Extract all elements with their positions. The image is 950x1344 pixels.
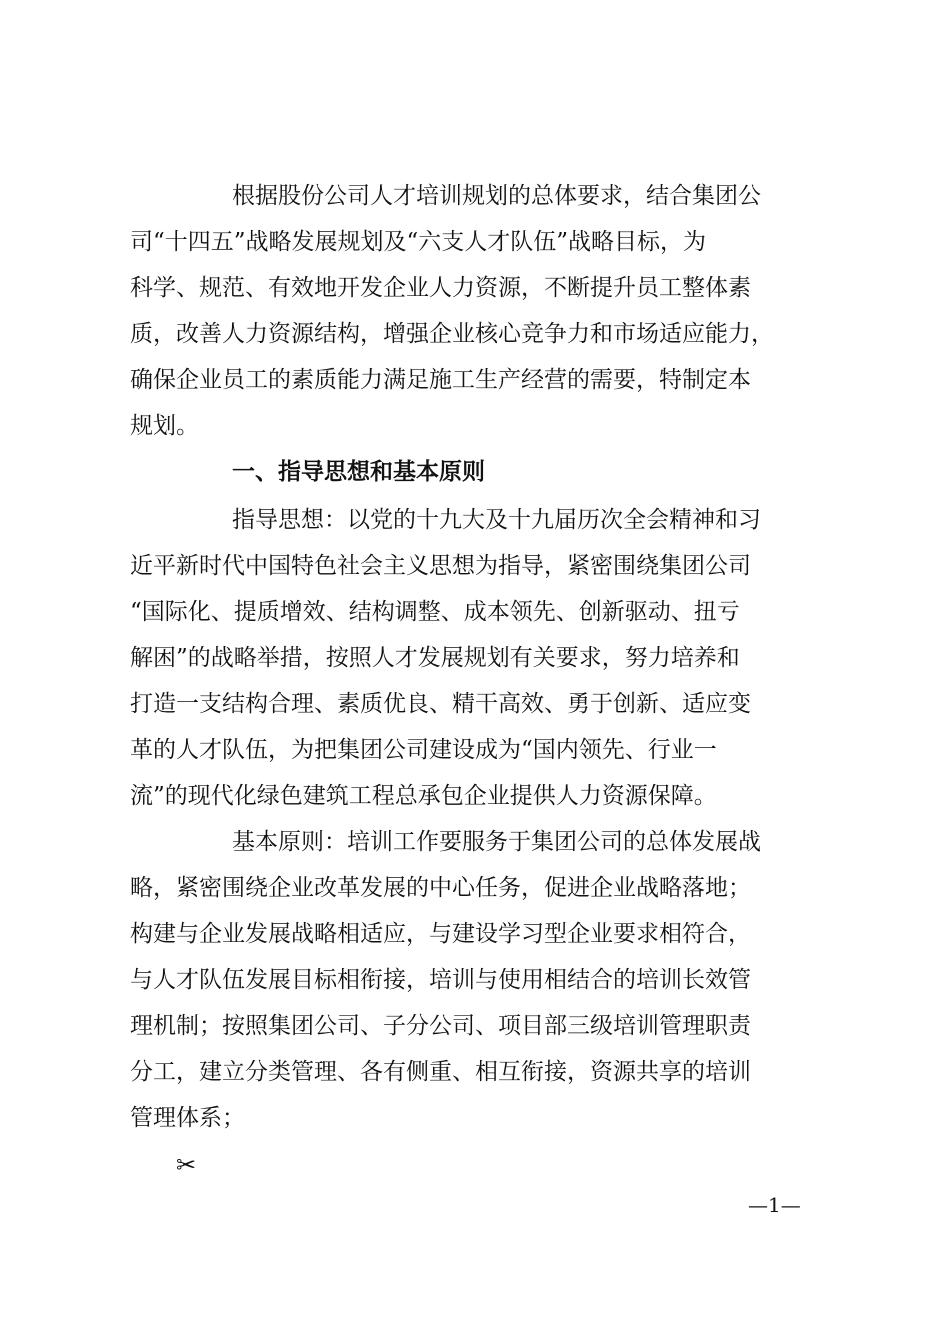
paragraph-3-line-5: 理机制；按照集团公司、子分公司、项目部三级培训管理职责 (130, 1013, 751, 1039)
section-heading: 一、指导思想和基本原则 (232, 459, 485, 485)
paragraph-1-line-6: 规划。 (130, 413, 199, 439)
paragraph-3-line-7: 管理体系； (130, 1105, 245, 1131)
paragraph-2-line-3: “国际化、提质增效、结构调整、成本领先、创新驱动、扭亏 (130, 599, 740, 625)
paragraph-1-line-5: 确保企业员工的素质能力满足施工生产经营的需要，特制定本 (130, 367, 751, 393)
page-number: —1— (748, 1193, 801, 1217)
paragraph-3-line-2: 略，紧密围绕企业改革发展的中心任务，促进企业战略落地； (130, 875, 751, 901)
paragraph-2-line-7: 流”的现代化绿色建筑工程总承包企业提供人力资源保障。 (130, 783, 717, 809)
paragraph-3-line-1: 基本原则：培训工作要服务于集团公司的总体发展战 (232, 829, 761, 855)
paragraph-2-line-6: 革的人才队伍，为把集团公司建设成为“国内领先、行业一 (130, 737, 717, 763)
scissors-icon: ✂ (176, 1151, 197, 1179)
paragraph-1-line-3: 科学、规范、有效地开发企业人力资源，不断提升员工整体素 (130, 275, 751, 301)
paragraph-1-line-4: 质，改善人力资源结构，增强企业核心竞争力和市场适应能力， (130, 321, 774, 347)
paragraph-2-line-1: 指导思想：以党的十九大及十九届历次全会精神和习 (232, 507, 761, 533)
paragraph-2-line-4: 解困”的战略举措，按照人才发展规划有关要求，努力培养和 (130, 645, 740, 671)
paragraph-1-line-1: 根据股份公司人才培训规划的总体要求，结合集团公 (232, 183, 761, 209)
paragraph-1-line-2: 司“十四五”战略发展规划及“六支人才队伍”战略目标，为 (130, 229, 707, 255)
paragraph-3-line-4: 与人才队伍发展目标相衔接，培训与使用相结合的培训长效管 (130, 967, 751, 993)
paragraph-3-line-6: 分工，建立分类管理、各有侧重、相互衔接，资源共享的培训 (130, 1059, 751, 1085)
paragraph-3-line-3: 构建与企业发展战略相适应，与建设学习型企业要求相符合， (130, 921, 751, 947)
paragraph-2-line-5: 打造一支结构合理、素质优良、精干高效、勇于创新、适应变 (130, 691, 751, 717)
paragraph-2-line-2: 近平新时代中国特色社会主义思想为指导，紧密围绕集团公司 (130, 553, 751, 579)
